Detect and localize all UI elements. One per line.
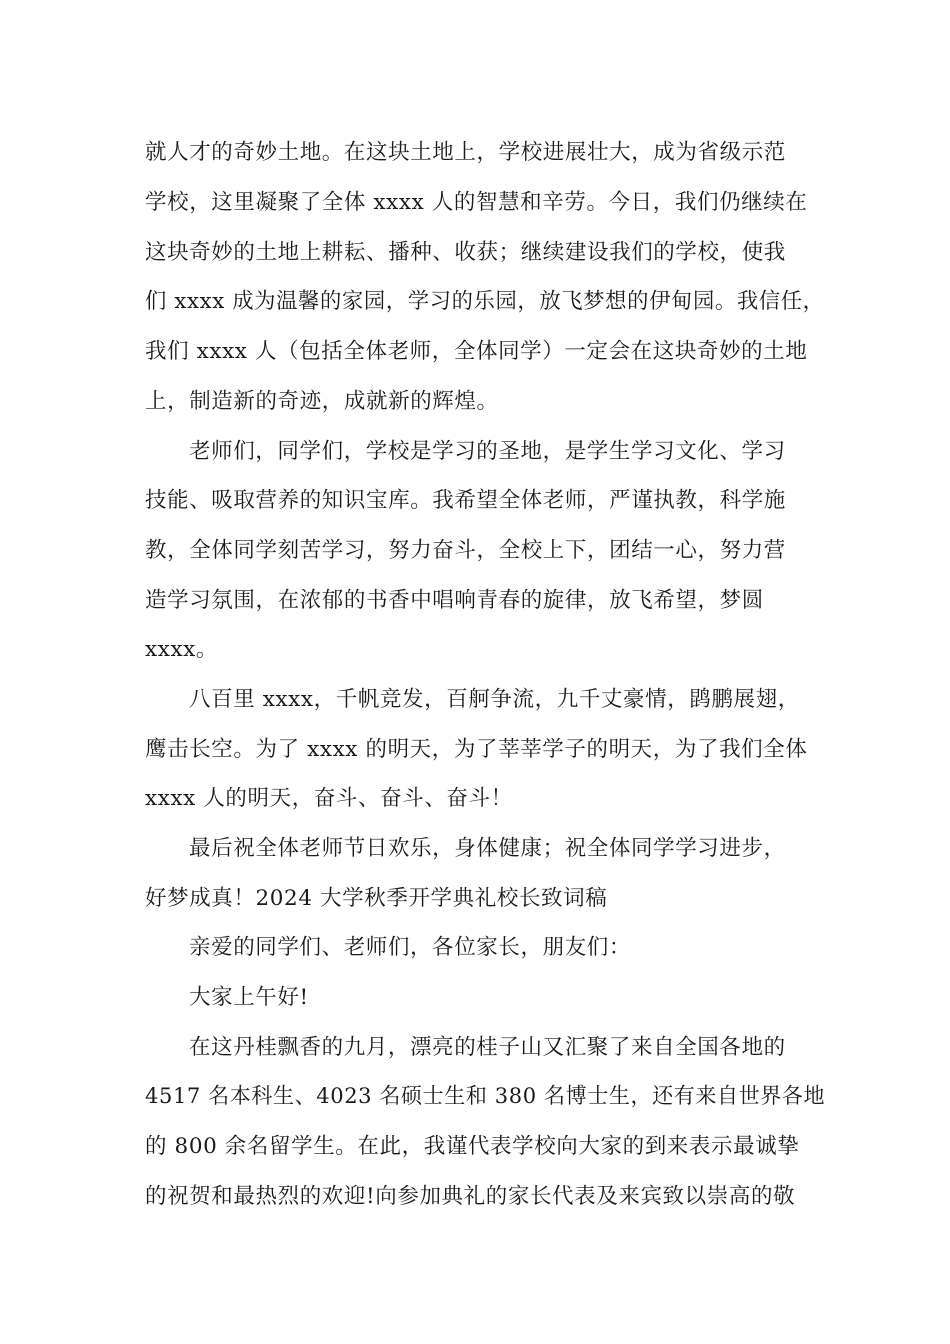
text-line: 的祝贺和最热烈的欢迎!向参加典礼的家长代表及来宾致以崇高的敬 bbox=[145, 1184, 796, 1209]
text-line: 4517 名本科生、4023 名硕士生和 380 名博士生，还有来自世界各地 bbox=[145, 1084, 826, 1109]
text-line: 们 xxxx 成为温馨的家园，学习的乐园，放飞梦想的伊甸园。我信任， bbox=[145, 289, 825, 314]
text-line: 这块奇妙的土地上耕耘、播种、收获；继续建设我们的学校，使我 bbox=[145, 240, 786, 265]
text-line: 就人才的奇妙土地。在这块土地上，学校进展壮大，成为省级示范 bbox=[145, 140, 786, 165]
text-line: 的 800 余名留学生。在此，我谨代表学校向大家的到来表示最诚挚 bbox=[145, 1134, 800, 1159]
greeting-line: 大家上午好! bbox=[189, 985, 309, 1010]
paragraph-first-line: 老师们，同学们，学校是学习的圣地，是学生学习文化、学习 bbox=[189, 439, 786, 464]
paragraph-first-line: 在这丹桂飘香的九月，漂亮的桂子山又汇聚了来自全国各地的 bbox=[189, 1035, 786, 1060]
text-line: 上，制造新的奇迹，成就新的辉煌。 bbox=[145, 389, 499, 414]
text-line: 鹰击长空。为了 xxxx 的明天，为了莘莘学子的明天，为了我们全体 bbox=[145, 737, 808, 762]
text-line: 技能、吸取营养的知识宝库。我希望全体老师，严谨执教，科学施 bbox=[145, 488, 786, 513]
text-line: 我们 xxxx 人（包括全体老师，全体同学）一定会在这块奇妙的土地 bbox=[145, 339, 808, 364]
salutation-line: 亲爱的同学们、老师们，各位家长，朋友们： bbox=[189, 935, 632, 960]
text-line: 教，全体同学刻苦学习，努力奋斗，全校上下，团结一心，努力营 bbox=[145, 538, 786, 563]
text-line: xxxx。 bbox=[145, 637, 219, 662]
text-line: xxxx 人的明天，奋斗、奋斗、奋斗！ bbox=[145, 786, 513, 811]
paragraph-first-line: 最后祝全体老师节日欢乐，身体健康；祝全体同学学习进步， bbox=[189, 836, 786, 861]
text-line: 造学习氛围，在浓郁的书香中唱响青春的旋律，放飞希望，梦圆 bbox=[145, 588, 764, 613]
text-line: 学校，这里凝聚了全体 xxxx 人的智慧和辛劳。今日，我们仍继续在 bbox=[145, 190, 808, 215]
text-line: 好梦成真！2024 大学秋季开学典礼校长致词稿 bbox=[145, 886, 608, 911]
paragraph-first-line: 八百里 xxxx，千帆竞发，百舸争流，九千丈豪情，鹍鹏展翅， bbox=[189, 687, 800, 712]
